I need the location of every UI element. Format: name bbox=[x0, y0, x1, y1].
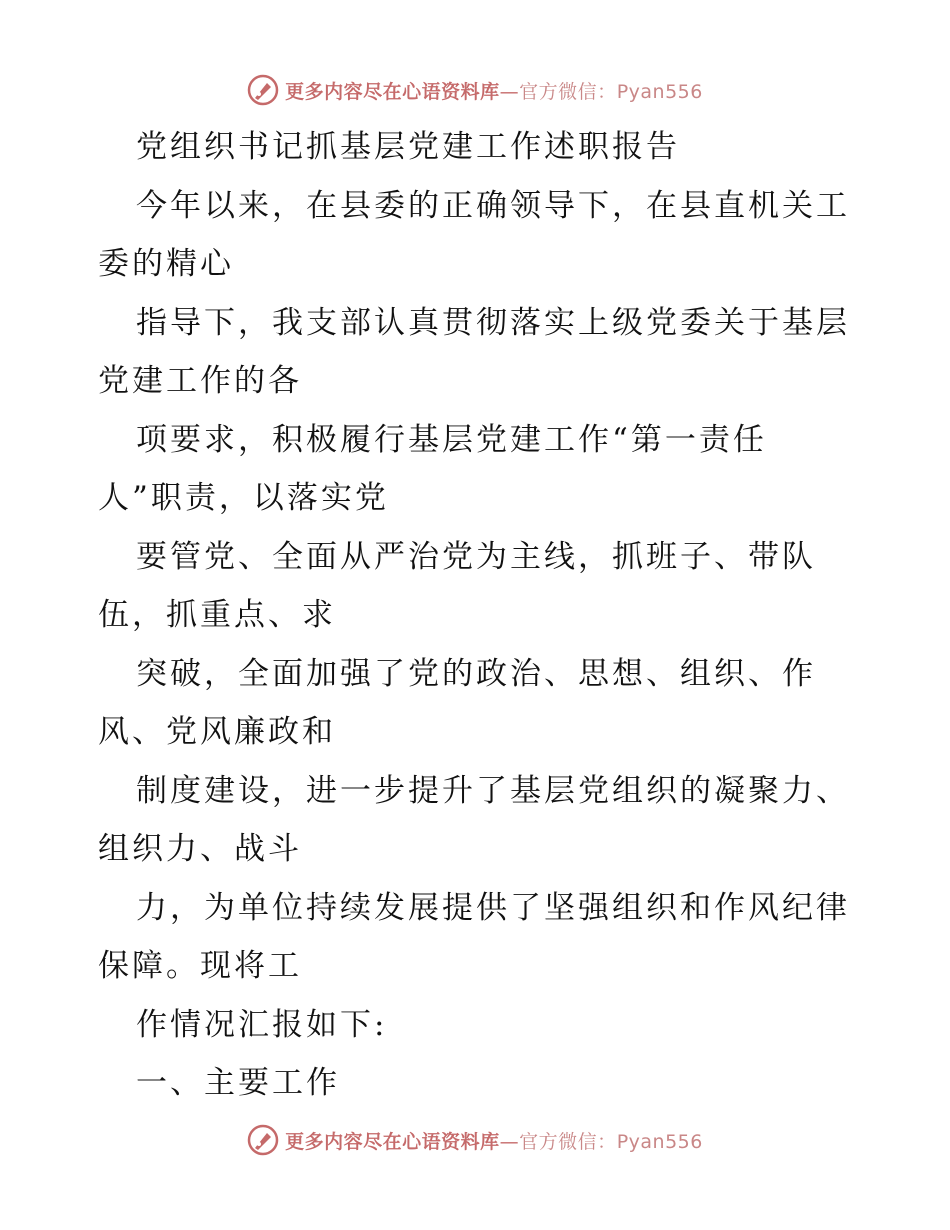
document-line: 作情况汇报如下: bbox=[136, 1006, 388, 1043]
pen-nib-logo-icon bbox=[247, 1124, 279, 1156]
watermark-separator: — bbox=[499, 80, 520, 103]
document-line: 组织力、战斗 bbox=[98, 831, 302, 867]
watermark-wechat-id: Pyan556 bbox=[616, 80, 703, 103]
section-heading: 一、主要工作 bbox=[136, 1065, 340, 1101]
document-body bbox=[98, 118, 858, 1113]
document-line: 项要求，积极履行基层党建工作“第一责任 bbox=[136, 421, 767, 458]
watermark-wechat-label: 官方微信： bbox=[519, 1130, 617, 1153]
watermark-text bbox=[285, 1127, 703, 1154]
document-line: 党建工作的各 bbox=[98, 363, 302, 399]
watermark-wechat-id: Pyan556 bbox=[616, 1130, 703, 1153]
document-line: 今年以来，在县委的正确领导下，在县直机关工 bbox=[136, 187, 850, 224]
document-line: 力，为单位持续发展提供了坚强组织和作风纪律 bbox=[136, 889, 850, 926]
pen-nib-logo-icon bbox=[247, 74, 279, 106]
document-line: 人”职责，以落实党 bbox=[98, 480, 389, 516]
document-line: 制度建设，进一步提升了基层党组织的凝聚力、 bbox=[136, 772, 850, 809]
watermark-text bbox=[285, 77, 703, 104]
watermark-main-text: 更多内容尽在心语资料库 bbox=[285, 80, 500, 103]
watermark-separator: — bbox=[499, 1130, 520, 1153]
document-line: 伍，抓重点、求 bbox=[98, 597, 336, 633]
document-line: 委的精心 bbox=[98, 246, 234, 282]
footer-watermark-banner bbox=[0, 1120, 950, 1160]
document-line: 突破，全面加强了党的政治、思想、组织、作 bbox=[136, 655, 816, 692]
watermark-wechat-label: 官方微信： bbox=[519, 80, 617, 103]
header-watermark-banner bbox=[0, 70, 950, 110]
document-title: 党组织书记抓基层党建工作述职报告 bbox=[136, 129, 680, 165]
document-line: 保障。现将工 bbox=[98, 948, 302, 984]
document-line: 要管党、全面从严治党为主线，抓班子、带队 bbox=[136, 538, 816, 575]
document-line: 风、党风廉政和 bbox=[98, 714, 336, 750]
document-line: 指导下，我支部认真贯彻落实上级党委关于基层 bbox=[136, 304, 850, 341]
watermark-main-text: 更多内容尽在心语资料库 bbox=[285, 1130, 500, 1153]
